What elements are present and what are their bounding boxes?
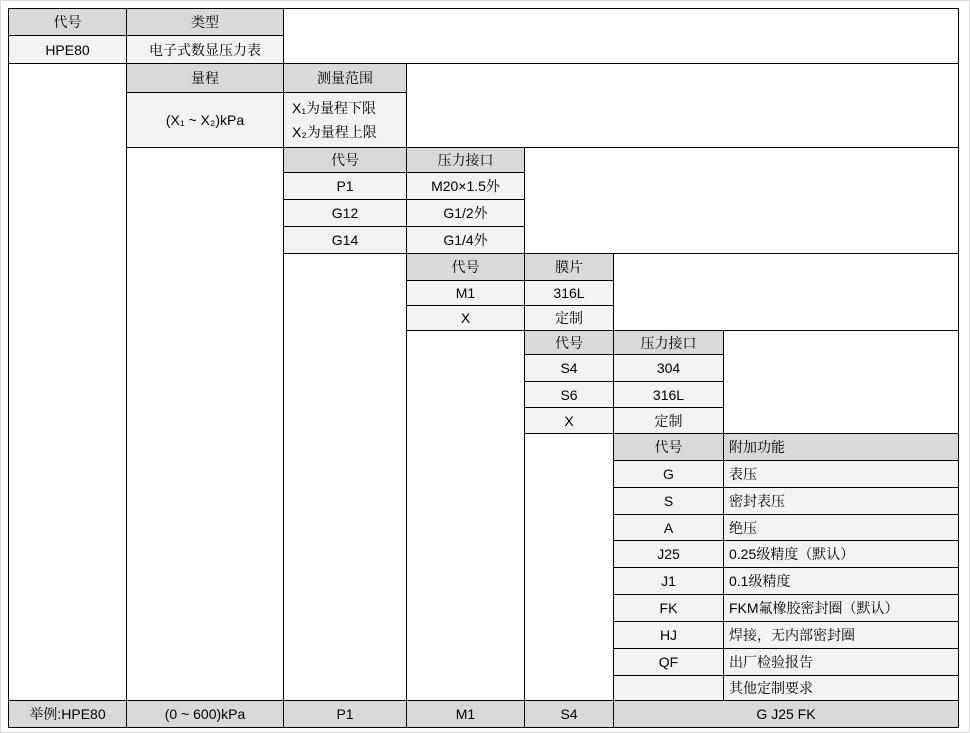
extras-code-cell: HJ <box>614 622 724 649</box>
port1-name-cell: G1/4外 <box>407 227 525 254</box>
extras-code-header-cell: 代号 <box>614 434 724 461</box>
empty-region-col1 <box>9 64 127 701</box>
diaphragm-name-header-cell: 膜片 <box>525 254 614 281</box>
example-sensor-cell: S4 <box>525 701 614 728</box>
port2-code-header-cell: 代号 <box>525 331 614 355</box>
port2-code-cell: X <box>525 408 614 434</box>
diaphragm-code-header-cell: 代号 <box>407 254 525 281</box>
example-extras-cell: G J25 FK <box>614 701 959 728</box>
extras-name-cell: FKM氟橡胶密封圈（默认） <box>724 595 959 622</box>
diaphragm-name-cell: 定制 <box>525 306 614 331</box>
empty-region-col3 <box>284 254 407 701</box>
extras-code-cell: J25 <box>614 541 724 568</box>
example-port-cell: P1 <box>284 701 407 728</box>
empty-region-right-diaphragm <box>614 254 959 331</box>
model-code-cell: HPE80 <box>9 36 127 64</box>
example-label-cell: 举例:HPE80 <box>9 701 127 728</box>
port1-name-header-cell: 压力接口 <box>407 148 525 173</box>
extras-name-cell: 其他定制要求 <box>724 676 959 701</box>
empty-region-col5 <box>525 434 614 701</box>
port1-code-header-cell: 代号 <box>284 148 407 173</box>
extras-code-cell: J1 <box>614 568 724 595</box>
port2-code-cell: S4 <box>525 355 614 382</box>
port2-code-cell: S6 <box>525 382 614 408</box>
extras-code-cell: S <box>614 488 724 515</box>
header-cell-type: 类型 <box>127 9 284 36</box>
empty-region-right-range <box>407 64 959 148</box>
port1-code-cell: G14 <box>284 227 407 254</box>
extras-name-cell: 焊接，无内部密封圈 <box>724 622 959 649</box>
range-header-cell: 量程 <box>127 64 284 93</box>
extras-name-cell: 绝压 <box>724 515 959 541</box>
port1-code-cell: P1 <box>284 173 407 200</box>
example-range-cell: (0 ~ 600)kPa <box>127 701 284 728</box>
range-note-cell <box>284 93 407 148</box>
measure-span-header-cell: 测量范围 <box>284 64 407 93</box>
port2-name-cell: 316L <box>614 382 724 408</box>
port1-code-cell: G12 <box>284 200 407 227</box>
extras-name-cell: 0.1级精度 <box>724 568 959 595</box>
empty-region-top-right <box>284 9 959 64</box>
extras-code-cell <box>614 676 724 701</box>
empty-region-col2 <box>127 148 284 701</box>
diaphragm-name-cell: 316L <box>525 281 614 306</box>
range-value-cell: (X₁ ~ X₂)kPa <box>127 93 284 148</box>
empty-region-right-port2 <box>724 331 959 434</box>
port2-name-cell: 定制 <box>614 408 724 434</box>
header-cell-code: 代号 <box>9 9 127 36</box>
extras-name-header-cell: 附加功能 <box>724 434 959 461</box>
range-note-line2: X₂为量程上限 <box>292 124 377 140</box>
extras-code-cell: FK <box>614 595 724 622</box>
port2-name-header-cell: 压力接口 <box>614 331 724 355</box>
empty-region-right-port1 <box>525 148 959 254</box>
extras-name-cell: 密封表压 <box>724 488 959 515</box>
example-diaphragm-cell: M1 <box>407 701 525 728</box>
extras-name-cell: 出厂检验报告 <box>724 649 959 676</box>
extras-name-cell: 0.25级精度（默认） <box>724 541 959 568</box>
port2-name-cell: 304 <box>614 355 724 382</box>
extras-code-cell: QF <box>614 649 724 676</box>
diaphragm-code-cell: M1 <box>407 281 525 306</box>
extras-name-cell: 表压 <box>724 461 959 488</box>
range-note-line1: X₁为量程下限 <box>292 100 377 116</box>
diaphragm-code-cell: X <box>407 306 525 331</box>
model-type-cell: 电子式数显压力表 <box>127 36 284 64</box>
product-code-table <box>8 8 959 728</box>
port1-name-cell: M20×1.5外 <box>407 173 525 200</box>
port1-name-cell: G1/2外 <box>407 200 525 227</box>
extras-code-cell: A <box>614 515 724 541</box>
empty-region-col4 <box>407 331 525 701</box>
extras-code-cell: G <box>614 461 724 488</box>
